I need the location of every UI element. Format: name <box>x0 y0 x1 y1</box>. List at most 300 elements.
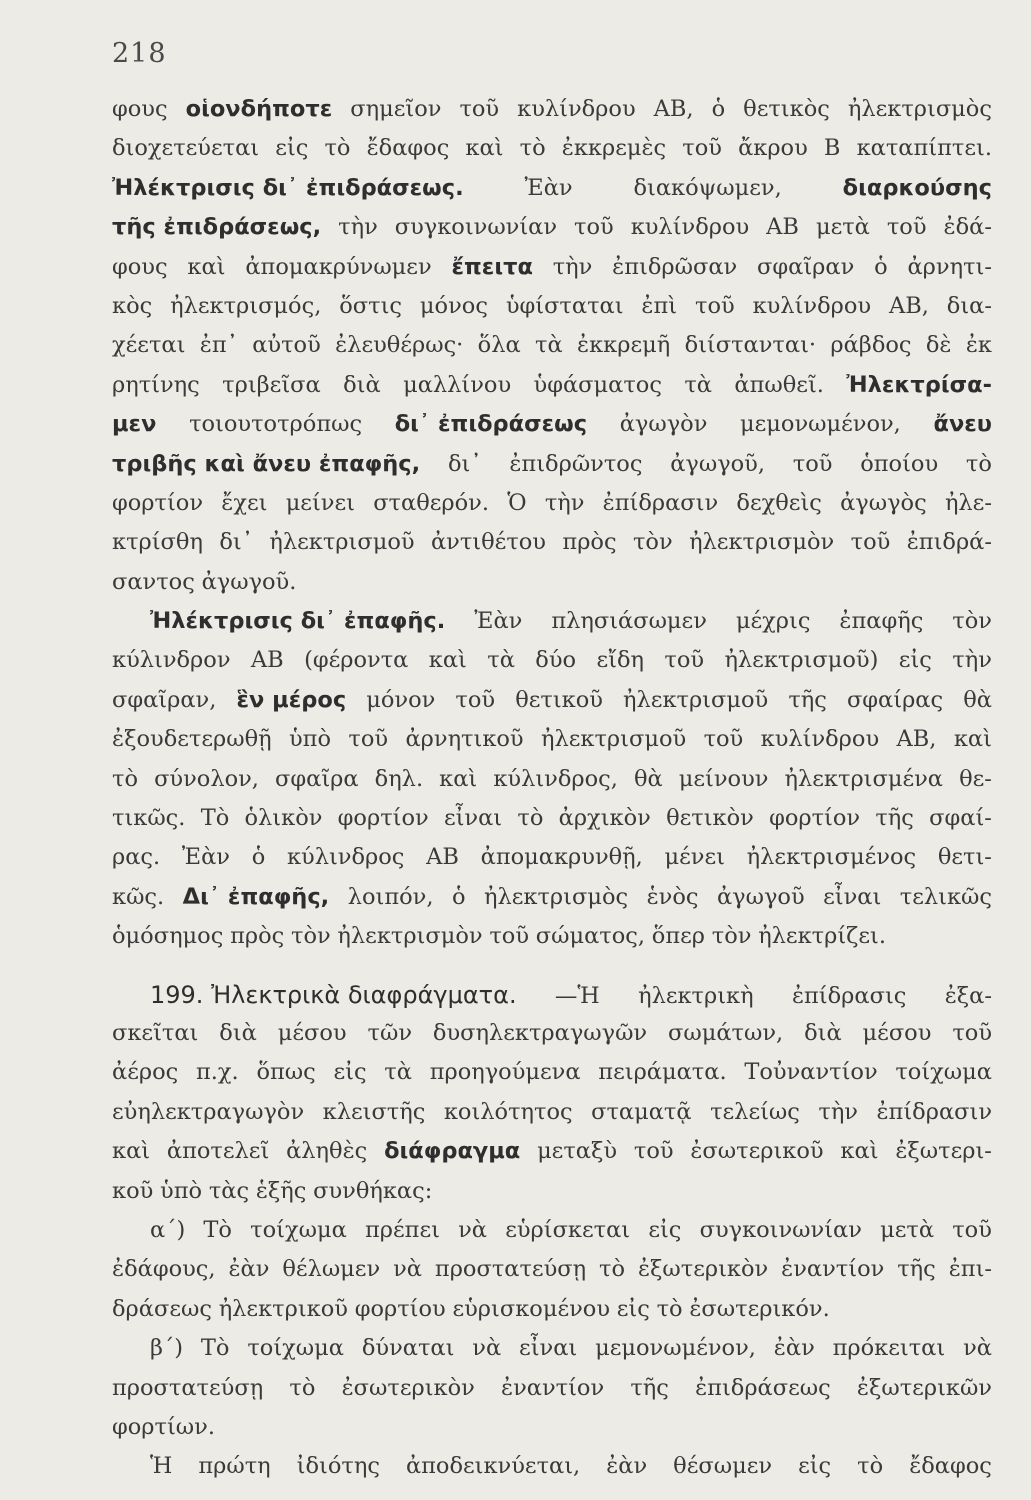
word: τοῦ <box>703 726 744 753</box>
word: ράβδος <box>830 332 912 359</box>
word: τὸ <box>965 450 992 477</box>
word: σταματᾷ <box>591 1098 692 1125</box>
word: νὰ <box>458 1216 487 1243</box>
word: τριβεῖσα <box>222 371 321 398</box>
word: ἐσωτερικοῦ <box>690 1138 824 1165</box>
word: τῆς <box>875 805 914 832</box>
word: ἀντιθέτου <box>430 529 546 556</box>
word: ἐπιδρῶντος <box>509 450 643 477</box>
word: εἰς <box>798 1453 832 1480</box>
word: προστατεύσῃ <box>434 1256 587 1283</box>
word: καὶ <box>428 647 467 674</box>
word: τοῦ <box>664 647 705 674</box>
page-number: 218 <box>112 38 167 69</box>
word: ἐξωτερικὸν <box>637 1256 769 1283</box>
word: ἠλεκτρισμὸς <box>847 96 992 122</box>
word: νὰ <box>472 1335 502 1362</box>
word: τοίχωμα <box>895 1059 992 1086</box>
word: τοῦ <box>633 1138 674 1165</box>
text-line <box>112 884 992 923</box>
word: καὶ <box>187 253 226 280</box>
word: τὰ <box>684 371 713 398</box>
emphasis-text: οἱονδήποτε <box>185 96 333 122</box>
word: σφαῖρα <box>275 765 359 792</box>
word: νὰ <box>963 1335 992 1362</box>
word: ἔδαφος <box>366 135 450 162</box>
word: ρας. <box>112 844 161 871</box>
word: δεχθεὶς <box>736 489 822 516</box>
word: ἀπομακρυνθῇ, <box>480 844 643 871</box>
word: τοῦ <box>952 1019 992 1046</box>
word: κυλίνδρου <box>517 96 636 122</box>
word: τὸ <box>289 1374 316 1401</box>
word: ἠλεκτρισμοῦ <box>623 686 769 713</box>
word: ἄκρου <box>738 135 808 162</box>
word: δι᾽ <box>219 529 253 556</box>
text-line <box>112 608 992 647</box>
word: ἀρχικὸν <box>558 805 651 832</box>
word: ἐπιδρῶσαν <box>612 253 738 280</box>
word: ἠλεκτρισμένος <box>746 844 917 871</box>
text-line <box>112 175 992 214</box>
word: εἶναι <box>823 883 882 910</box>
word: καὶ <box>840 1138 879 1165</box>
word: προηγούμενα <box>429 1059 581 1086</box>
word: Ἐὰν <box>181 844 230 871</box>
word: θετικοῦ <box>515 686 603 713</box>
word: ΑΒ <box>766 214 799 241</box>
word: ὅλα <box>477 332 521 359</box>
word: τὸ <box>857 1453 884 1480</box>
word: μόνος <box>419 292 488 319</box>
word: ΑΒ, <box>896 726 937 753</box>
word: θέσωμεν <box>673 1453 773 1480</box>
word: ἠλεκτρισμὸν <box>337 923 483 950</box>
word: ἀποδεικνύεται, <box>405 1453 581 1480</box>
text-line <box>112 569 992 608</box>
word: ἐσωτερικόν. <box>689 1295 830 1322</box>
word: τὰ <box>535 332 563 359</box>
word: καὶ <box>112 1138 151 1165</box>
word: τοίχωμα <box>247 1335 344 1362</box>
word: —Ἡ <box>554 982 600 1009</box>
word: μαλλίνου <box>403 371 512 398</box>
emphasis-text: Ἠλέκτρισις δι᾽ ἐπαφῆς. <box>150 608 446 635</box>
word: εἰς <box>333 1059 367 1086</box>
word: τὴν <box>818 1098 858 1125</box>
word: διὰ <box>219 1019 257 1046</box>
text-line <box>112 529 992 568</box>
emphasis-text: Δι᾽ ἐπαφῆς, <box>182 883 330 910</box>
word: πρέπει <box>364 1216 440 1243</box>
word: θετικὸς <box>743 96 830 122</box>
word: φορτίου <box>354 1295 446 1322</box>
word: τὸ <box>112 765 138 792</box>
emphasis-text: Ἠλεκτρίσα- <box>846 371 992 398</box>
word: διὰ <box>804 1019 842 1046</box>
word: θὰ <box>963 686 992 713</box>
word: ἐξα- <box>944 982 992 1009</box>
word: λοιπόν, <box>347 883 434 910</box>
word: κυλίνδρου <box>760 726 880 753</box>
word: σφαί- <box>929 805 992 832</box>
word: τὴν <box>952 647 992 674</box>
word: τῆς <box>788 686 827 713</box>
word: σωμάτων, <box>668 1019 784 1046</box>
word: ἀγωγοῦ. <box>201 568 297 595</box>
text-line <box>112 135 992 174</box>
word: ἐὰν <box>773 1335 815 1362</box>
word: εἶναι <box>519 1335 578 1362</box>
word: τῶν <box>367 1019 413 1046</box>
word: ὅπερ <box>651 923 706 950</box>
word: ἀρνητι- <box>907 253 992 280</box>
word: κυλίνδρου <box>752 292 872 319</box>
word: ὁποίου <box>860 450 939 477</box>
word: τὸ <box>519 135 546 162</box>
word: ἐπιδράσεως <box>695 1374 831 1401</box>
text-line <box>112 96 992 135</box>
word: β΄) <box>150 1335 184 1362</box>
word: εἰς <box>648 1216 682 1243</box>
word: ἑξῆς <box>255 1177 307 1204</box>
word: ἐπὶ <box>641 292 678 319</box>
word: Ὁ <box>507 489 527 516</box>
text-line <box>112 332 992 371</box>
word: νὰ <box>393 1256 422 1283</box>
word: τοῦ <box>489 923 530 950</box>
word: κύλινδρος, <box>493 765 618 792</box>
word: καταπίπτει. <box>856 135 992 162</box>
word: συνθήκας: <box>313 1177 433 1204</box>
emphasis-text: Ἠλέκτρισις δι᾽ ἐπιδράσεως. <box>112 174 464 201</box>
word: ἐπίδρασιν <box>876 1098 992 1125</box>
word: κύλινδρον <box>112 647 231 674</box>
word: ΑΒ <box>250 647 284 674</box>
text-line <box>112 1059 992 1098</box>
word: κτρίσθη <box>112 529 203 556</box>
word: ἐκκρεμῆ <box>577 332 671 359</box>
word: εὑρίσκεται <box>505 1216 631 1243</box>
word: ὁ <box>451 883 466 910</box>
text-line <box>112 981 992 1020</box>
word: τὸ <box>324 135 351 162</box>
text-line <box>112 1178 992 1217</box>
text-line <box>112 1375 992 1414</box>
word: ὁ <box>251 844 266 871</box>
word: τοιουτοτρόπως <box>189 411 363 438</box>
word: ὁ <box>711 96 726 122</box>
word: τὴν <box>544 489 585 516</box>
word: διίστανται· <box>684 332 817 359</box>
word: φορτίον <box>769 805 861 832</box>
text-line <box>112 1138 992 1177</box>
word: διοχετεύεται <box>112 135 260 162</box>
emphasis-text: διάφραγμα <box>384 1138 521 1165</box>
word: ἀγωγὸς <box>840 489 927 516</box>
word: ἐξωτερι- <box>895 1138 992 1165</box>
word: ἠλεκτρισμός, <box>170 292 322 319</box>
word: ἐδά- <box>943 214 992 241</box>
word: δράσεως <box>112 1295 212 1322</box>
word: ἰδιότης <box>296 1453 380 1480</box>
word: τῆς <box>630 1374 669 1401</box>
text-line <box>112 411 992 450</box>
word: προστατεύσῃ <box>112 1374 264 1401</box>
word: σημεῖον <box>350 96 442 122</box>
word: ἀγωγὸν <box>619 411 708 438</box>
word: συγκοινωνίαν <box>699 1216 862 1243</box>
text-line <box>112 372 992 411</box>
word: τελικῶς <box>899 883 992 910</box>
word: μεταξὺ <box>537 1138 618 1165</box>
word: σύνολον, <box>154 765 259 792</box>
word: διακόψωμεν, <box>633 174 782 201</box>
word: ὁμόσημος <box>112 923 224 950</box>
word: ἀληθὲς <box>286 1138 368 1165</box>
word: σώματος, <box>535 923 646 950</box>
word: ἐὰν <box>228 1256 270 1283</box>
word: ἀγωγοῦ, <box>670 450 766 477</box>
word: εἰς <box>616 1295 650 1322</box>
word: εὐηλεκτραγωγὸν <box>112 1098 305 1125</box>
word: Ἐὰν <box>474 608 523 635</box>
word: τοῦ <box>850 529 891 556</box>
word: τοίχωμα <box>250 1216 347 1243</box>
word: ἀρνητικοῦ <box>405 726 524 753</box>
word: ἔδαφος <box>909 1453 992 1480</box>
word: μείνουν <box>678 765 769 792</box>
word: ἠλεκτρισμὸς <box>484 883 629 910</box>
word: μέχρις <box>735 608 811 635</box>
text-line <box>112 1217 992 1256</box>
word: ἐναντίον <box>501 1374 605 1401</box>
word: (φέροντα <box>304 647 409 674</box>
word: ἀποτελεῖ <box>166 1138 270 1165</box>
word: ἐὰν <box>606 1453 648 1480</box>
word: δι᾽ <box>447 450 482 477</box>
word: σταθερόν. <box>373 489 489 516</box>
word: ἐκκρεμὲς <box>561 135 667 162</box>
word: εἶναι <box>443 805 503 832</box>
word: τῆς <box>897 1256 936 1283</box>
word: ὑπὸ <box>160 1177 203 1204</box>
text-line <box>112 1335 992 1374</box>
word: πρώτη <box>198 1453 271 1480</box>
word: ὁλικὸν <box>244 805 323 832</box>
word: Ἐὰν <box>524 174 573 201</box>
word: καὶ <box>439 765 478 792</box>
word: θετι- <box>937 844 992 871</box>
word: ἠλεκτρικὴ <box>638 982 754 1009</box>
word: ἀπομακρύνωμεν <box>245 253 432 280</box>
word: ὑφάσματος <box>533 371 662 398</box>
word: ἀπωθεῖ. <box>734 371 824 398</box>
emphasis-text: ἄνευ <box>933 411 992 438</box>
word: μετὰ <box>880 1216 935 1243</box>
word: θέλωμεν <box>282 1256 381 1283</box>
word: Τὸ <box>200 805 230 832</box>
word: θὰ <box>633 765 663 792</box>
text-line <box>112 1256 992 1295</box>
text-line <box>112 490 992 529</box>
word: τοῦ <box>455 686 496 713</box>
word: εἴδη <box>596 647 644 674</box>
word: ἠλεκτρικοῦ <box>218 1295 348 1322</box>
word: τελείως <box>710 1098 800 1125</box>
word: ἐπίδρασιν <box>602 489 719 516</box>
word: σφαῖραν, <box>112 686 217 713</box>
word: ρητίνης <box>112 371 200 398</box>
text-line <box>112 844 992 883</box>
text-line <box>112 923 992 962</box>
word: τὸν <box>291 923 331 950</box>
word: φους <box>112 96 168 122</box>
word: ὁ <box>874 253 888 280</box>
text-line <box>112 647 992 686</box>
section-heading: 199. Ἠλεκτρικὰ διαφράγματα. <box>150 980 517 1009</box>
word: εὑρισκομένου <box>452 1295 611 1322</box>
text-line <box>112 1099 992 1138</box>
word: ὑπὸ <box>289 726 332 753</box>
word: ὅστις <box>339 292 403 319</box>
text-line <box>112 1020 992 1059</box>
text-line <box>112 254 992 293</box>
word: σκεῖται <box>112 1019 199 1046</box>
word: τὸ <box>517 805 544 832</box>
emphasis-text: μεν <box>112 411 157 438</box>
word: ἠλεκτρισμένα <box>784 765 943 792</box>
text-line <box>112 293 992 332</box>
word: τὴν <box>552 253 593 280</box>
emphasis-text: διαρκούσης <box>842 174 992 201</box>
word: φους <box>112 253 168 280</box>
word: μέσου <box>277 1019 347 1046</box>
word: α΄) <box>150 1216 186 1243</box>
word: κοῦ <box>112 1177 154 1204</box>
word: ἠλεκτρισμοῦ) <box>724 647 879 674</box>
word: ΑΒ, <box>888 292 929 319</box>
word: τοῦ <box>952 1216 992 1243</box>
text-line <box>112 1296 992 1335</box>
word: δηλ. <box>374 765 424 792</box>
text-line <box>112 726 992 765</box>
word: τοῦ <box>682 135 722 162</box>
word: δια- <box>946 292 992 319</box>
word: ἠλεκτρίζει. <box>758 923 886 950</box>
word: τὰ <box>487 647 515 674</box>
word: μετὰ <box>815 214 870 241</box>
word: χέεται <box>112 332 186 359</box>
word: π.χ. <box>195 1059 239 1086</box>
word: πειράματα. <box>598 1059 727 1086</box>
word: θε- <box>959 765 992 792</box>
word: Τοὐναντίον <box>744 1059 878 1086</box>
emphasis-text: ἔπειτα <box>451 253 533 280</box>
word: τὸ <box>599 1256 626 1283</box>
emphasis-text: ἓν μέρος <box>236 686 347 713</box>
word: πλησιάσωμεν <box>551 608 707 635</box>
word: ἠλεκτρισμὸν <box>689 529 835 556</box>
word: τικῶς. <box>112 805 186 832</box>
word: πρὸς <box>230 923 285 950</box>
word: ἑνὸς <box>646 883 699 910</box>
word: Β <box>823 135 841 162</box>
word: ἐδάφους, <box>112 1256 216 1283</box>
word: συγκοινωνίαν <box>394 214 558 241</box>
word: αὐτοῦ <box>252 332 321 359</box>
word: ΑΒ <box>426 844 459 871</box>
word: τοῦ <box>459 96 500 122</box>
word: διὰ <box>343 371 381 398</box>
word: κῶς. <box>112 883 165 910</box>
word: ἐπιδρά- <box>906 529 992 556</box>
word: ἐξουδετερωθῇ <box>112 726 272 753</box>
word: δύο <box>535 647 577 674</box>
word: τὴν <box>338 214 378 241</box>
word: τὸ <box>656 1295 683 1322</box>
word: καὶ <box>953 726 992 753</box>
text-line <box>112 214 992 253</box>
text-line <box>112 766 992 805</box>
word: μόνον <box>366 686 436 713</box>
text-line <box>112 1414 992 1453</box>
word: ἐναντίον <box>781 1256 885 1283</box>
word: μεμονωμένον, <box>595 1335 756 1362</box>
word: ἠλε- <box>944 489 992 516</box>
word: σφαίρας <box>846 686 944 713</box>
word: εἰς <box>898 647 932 674</box>
word: τὰς <box>208 1177 250 1204</box>
word: ἐπ᾽ <box>199 332 238 359</box>
word: ἐξωτερικῶν <box>856 1374 992 1401</box>
word: ἐκ <box>965 332 992 359</box>
word: εἰς <box>275 135 309 162</box>
word: κοιλότητος <box>443 1098 573 1125</box>
word: ΑΒ, <box>653 96 694 122</box>
body-text <box>112 96 992 1493</box>
word: σφαῖραν <box>757 253 855 280</box>
word: τὰ <box>384 1059 412 1086</box>
word: δυσηλεκτραγωγῶν <box>432 1019 648 1046</box>
word: ἐλευθέρως· <box>335 332 464 359</box>
word: φορτίων. <box>112 1413 215 1440</box>
text-line <box>112 1453 992 1492</box>
word: δύναται <box>361 1335 455 1362</box>
word: ἐπι- <box>948 1256 992 1283</box>
word: ἀγωγοῦ <box>716 883 805 910</box>
word: δὲ <box>925 332 952 359</box>
word: ἐπίδρασις <box>791 982 907 1009</box>
text-line <box>112 687 992 726</box>
word: τὸν <box>711 923 752 950</box>
word: πρὸς <box>562 529 617 556</box>
word: ἐσωτερικὸν <box>341 1374 475 1401</box>
word: φορτίον <box>112 489 204 516</box>
word: ἠλεκτρισμοῦ <box>541 726 687 753</box>
word: ὅπως <box>256 1059 316 1086</box>
word: ἀέρος <box>112 1059 179 1086</box>
emphasis-text: τριβῆς καὶ ἄνευ ἐπαφῆς, <box>112 450 421 477</box>
word: Ἡ <box>150 1453 173 1480</box>
word: καὶ <box>465 135 504 162</box>
word: σαντος <box>112 568 195 595</box>
word: ἔχει <box>221 489 268 516</box>
word: ἠλεκτρισμοῦ <box>269 529 415 556</box>
word: τὸν <box>952 608 992 635</box>
word: θετικὸν <box>666 805 754 832</box>
word: ἐπαφῆς <box>839 608 924 635</box>
